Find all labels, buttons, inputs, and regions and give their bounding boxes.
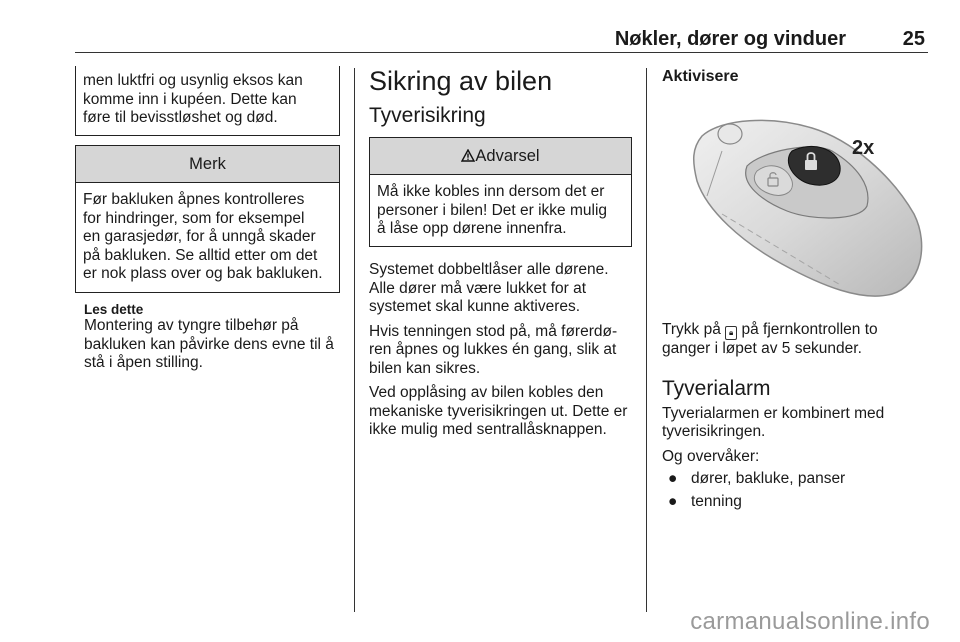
les-dette-title: Les dette (84, 302, 144, 317)
advarsel-line: å låse opp dørene innenfra. (377, 220, 567, 237)
press-count-label: 2x (852, 137, 875, 159)
les-dette-line: Montering av tyngre tilbehør på (84, 317, 299, 334)
merk-line: er nok plass over og bak bakluken. (83, 265, 323, 282)
advarsel-header (370, 138, 631, 175)
alarm-line: tyverisikringen. (662, 423, 766, 440)
trykk-before: Trykk på (662, 321, 721, 338)
column-3-body (662, 321, 932, 511)
tyverialarm-heading: Tyverialarm (662, 376, 771, 400)
advarsel-line: Må ikke kobles inn dersom det er (377, 183, 605, 200)
merk-line: Før bakluken åpnes kontrolleres (83, 191, 305, 208)
lock-icon: 🔒︎ (725, 326, 737, 340)
aktivisere-heading: Aktivisere (662, 68, 739, 85)
page-header (75, 28, 928, 53)
alarm-line: Tyverialarmen er kombinert med (662, 404, 885, 422)
advarsel-line: personer i bilen! Det er ikke mulig (377, 201, 608, 219)
intro-line: føre til bevisstløshet og død. (83, 109, 278, 126)
body-line: Ved opplåsing av bilen kobles den (369, 384, 604, 401)
key-fob-figure (662, 96, 928, 301)
merk-title: Merk (76, 146, 339, 183)
merk-line: på bakluken. Se alltid etter om det (83, 246, 318, 264)
bullet-text: dører, bakluke, panser (691, 470, 846, 487)
body-line: Systemet dobbeltlåser alle dørene. (369, 261, 609, 278)
les-dette-section (84, 302, 346, 373)
intro-box (75, 66, 340, 136)
column-divider-1 (354, 68, 355, 612)
og-overvaker: Og overvåker: (662, 447, 760, 465)
body-line: Hvis tenningen stod på, må førerdø- (369, 322, 618, 340)
column-divider-2 (646, 68, 647, 612)
intro-line: komme inn i kupéen. Dette kan (83, 90, 297, 108)
key-fob-illustration (662, 96, 928, 301)
column-2 (369, 66, 639, 128)
merk-line: for hindringer, som for eksempel (83, 209, 305, 227)
bullet-dot: ● (668, 470, 678, 487)
watermark: carmanualsonline.info (690, 608, 930, 635)
body-line: bilen kan sikres. (369, 359, 481, 377)
header-title: Nøkler, dører og vinduer (614, 28, 846, 50)
page-number: 25 (902, 28, 925, 50)
subsection-heading: Tyverisikring (369, 104, 486, 127)
intro-line: men luktfri og usynlig eksos kan (83, 72, 303, 89)
les-dette-line: bakluken kan påvirke dens evne til å (84, 335, 334, 353)
bullet-text: tenning (691, 492, 742, 510)
trykk-line-2: ganger i løpet av 5 sekunder. (662, 340, 862, 357)
section-heading: Sikring av bilen (369, 66, 553, 96)
advarsel-title: Advarsel (475, 147, 540, 165)
body-line: mekaniske tyverisikringen ut. Dette er (369, 402, 628, 420)
merk-box (75, 145, 340, 293)
body-line: systemet skal kunne aktiveres. (369, 298, 581, 315)
bullet-item (662, 470, 932, 489)
trykk-line (662, 321, 932, 340)
advarsel-box (369, 137, 632, 247)
bullet-dot: ● (668, 492, 678, 510)
body-line: ikke mulig med sentrallåsknappen. (369, 421, 607, 438)
merk-line: en garasjedør, for å unngå skader (83, 228, 316, 245)
warning-triangle-icon (461, 149, 475, 162)
body-line: ren åpnes og lukkes én gang, slik at (369, 341, 617, 358)
body-line: Alle dører må være lukket for at (369, 279, 587, 297)
trykk-after: på fjernkontrollen to (741, 321, 878, 338)
bullet-item (662, 493, 932, 512)
les-dette-line: stå i åpen stilling. (84, 354, 203, 371)
column-2-body (369, 261, 644, 440)
column-3-heading (662, 68, 739, 86)
